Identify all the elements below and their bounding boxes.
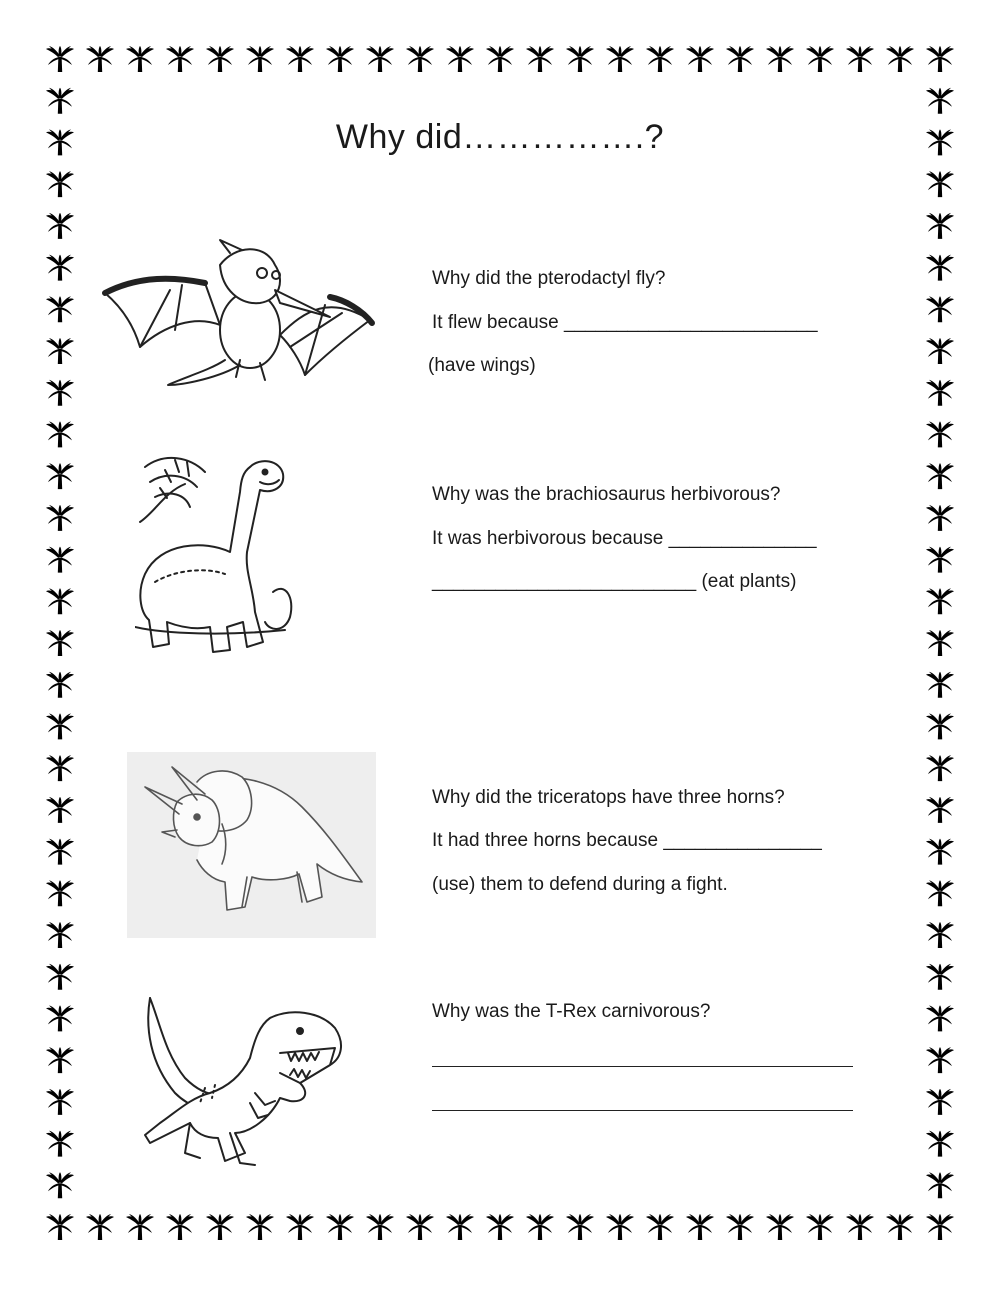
- palm-tree-icon: [46, 213, 74, 239]
- palm-tree-icon: [406, 46, 434, 72]
- palm-tree-icon: [86, 46, 114, 72]
- palm-tree-icon: [926, 171, 954, 197]
- answer-4-line-2[interactable]: [432, 1110, 853, 1111]
- palm-tree-icon: [926, 1047, 954, 1073]
- palm-tree-icon: [46, 839, 74, 865]
- palm-tree-icon: [926, 713, 954, 739]
- question-1-prompt: Why did the pterodactyl fly?: [432, 268, 666, 289]
- palm-tree-icon: [166, 1214, 194, 1240]
- palm-tree-icon: [46, 964, 74, 990]
- palm-tree-icon: [926, 296, 954, 322]
- palm-tree-icon: [46, 713, 74, 739]
- palm-tree-icon: [926, 839, 954, 865]
- palm-tree-icon: [46, 1089, 74, 1115]
- palm-tree-icon: [926, 755, 954, 781]
- question-3-prompt: Why did the triceratops have three horns?: [432, 787, 785, 808]
- palm-tree-icon: [46, 797, 74, 823]
- palm-tree-icon: [166, 46, 194, 72]
- palm-tree-icon: [926, 46, 954, 72]
- palm-tree-icon: [526, 46, 554, 72]
- palm-tree-icon: [926, 922, 954, 948]
- palm-tree-icon: [46, 630, 74, 656]
- palm-tree-icon: [526, 1214, 554, 1240]
- palm-tree-icon: [926, 255, 954, 281]
- answer-1-hint: (have wings): [428, 355, 536, 376]
- palm-tree-icon: [486, 1214, 514, 1240]
- palm-tree-icon: [926, 880, 954, 906]
- palm-tree-icon: [686, 1214, 714, 1240]
- palm-tree-icon: [46, 463, 74, 489]
- palm-tree-icon: [366, 46, 394, 72]
- palm-tree-icon: [46, 755, 74, 781]
- palm-tree-icon: [126, 1214, 154, 1240]
- palm-tree-icon: [926, 1005, 954, 1031]
- palm-tree-icon: [926, 421, 954, 447]
- question-4-prompt: Why was the T-Rex carnivorous?: [432, 1001, 711, 1022]
- answer-3-line[interactable]: It had three horns because _______________: [432, 830, 822, 851]
- palm-tree-icon: [46, 880, 74, 906]
- palm-tree-icon: [46, 922, 74, 948]
- palm-tree-icon: [926, 1089, 954, 1115]
- answer-2-line-2[interactable]: _________________________ (eat plants): [432, 571, 797, 592]
- page-title: Why did…………….?: [335, 118, 665, 156]
- palm-tree-icon: [926, 1214, 954, 1240]
- palm-tree-icon: [926, 964, 954, 990]
- palm-tree-icon: [926, 213, 954, 239]
- palm-tree-icon: [46, 255, 74, 281]
- palm-tree-icon: [806, 46, 834, 72]
- palm-tree-icon: [926, 463, 954, 489]
- palm-tree-icon: [766, 46, 794, 72]
- palm-tree-icon: [926, 547, 954, 573]
- palm-tree-icon: [406, 1214, 434, 1240]
- palm-tree-icon: [446, 1214, 474, 1240]
- palm-tree-icon: [46, 1047, 74, 1073]
- answer-1-line[interactable]: It flew because ________________________: [432, 312, 818, 333]
- palm-tree-icon: [606, 1214, 634, 1240]
- palm-tree-icon: [926, 630, 954, 656]
- palm-tree-icon: [246, 46, 274, 72]
- palm-tree-icon: [246, 1214, 274, 1240]
- palm-tree-icon: [46, 338, 74, 364]
- palm-tree-icon: [46, 1214, 74, 1240]
- palm-tree-icon: [46, 588, 74, 614]
- pterodactyl-image: [100, 235, 390, 400]
- palm-tree-icon: [926, 588, 954, 614]
- question-2-prompt: Why was the brachiosaurus herbivorous?: [432, 484, 781, 505]
- palm-tree-icon: [726, 46, 754, 72]
- palm-tree-icon: [886, 46, 914, 72]
- palm-tree-icon: [806, 1214, 834, 1240]
- answer-3-hint: (use) them to defend during a fight.: [432, 874, 728, 895]
- palm-tree-icon: [46, 672, 74, 698]
- palm-tree-icon: [46, 547, 74, 573]
- palm-tree-icon: [86, 1214, 114, 1240]
- palm-tree-icon: [766, 1214, 794, 1240]
- palm-tree-icon: [846, 46, 874, 72]
- answer-4-line-1[interactable]: [432, 1066, 853, 1067]
- palm-tree-icon: [46, 171, 74, 197]
- palm-tree-icon: [926, 797, 954, 823]
- palm-tree-icon: [646, 46, 674, 72]
- palm-tree-icon: [926, 1131, 954, 1157]
- palm-tree-icon: [566, 1214, 594, 1240]
- palm-tree-icon: [286, 46, 314, 72]
- palm-tree-icon: [46, 421, 74, 447]
- palm-tree-icon: [46, 88, 74, 114]
- palm-tree-icon: [846, 1214, 874, 1240]
- palm-tree-icon: [566, 46, 594, 72]
- palm-tree-icon: [886, 1214, 914, 1240]
- palm-tree-icon: [926, 88, 954, 114]
- palm-tree-icon: [486, 46, 514, 72]
- palm-tree-icon: [926, 672, 954, 698]
- palm-tree-icon: [606, 46, 634, 72]
- palm-tree-icon: [926, 505, 954, 531]
- palm-tree-icon: [126, 46, 154, 72]
- palm-tree-icon: [646, 1214, 674, 1240]
- palm-tree-icon: [206, 46, 234, 72]
- palm-tree-icon: [46, 46, 74, 72]
- palm-tree-icon: [366, 1214, 394, 1240]
- palm-tree-icon: [926, 1172, 954, 1198]
- palm-tree-icon: [46, 505, 74, 531]
- palm-tree-icon: [206, 1214, 234, 1240]
- palm-tree-icon: [46, 296, 74, 322]
- palm-tree-icon: [46, 380, 74, 406]
- palm-tree-icon: [726, 1214, 754, 1240]
- palm-tree-icon: [326, 1214, 354, 1240]
- palm-tree-icon: [686, 46, 714, 72]
- answer-2-line-1[interactable]: It was herbivorous because ______________: [432, 528, 817, 549]
- palm-tree-icon: [286, 1214, 314, 1240]
- palm-tree-icon: [46, 1005, 74, 1031]
- palm-tree-icon: [926, 380, 954, 406]
- palm-tree-icon: [926, 338, 954, 364]
- brachiosaurus-image: [135, 452, 300, 662]
- palm-tree-icon: [46, 1172, 74, 1198]
- palm-tree-icon: [446, 46, 474, 72]
- palm-tree-icon: [46, 1131, 74, 1157]
- triceratops-image: [127, 752, 376, 938]
- t-rex-image: [130, 993, 350, 1173]
- palm-tree-icon: [326, 46, 354, 72]
